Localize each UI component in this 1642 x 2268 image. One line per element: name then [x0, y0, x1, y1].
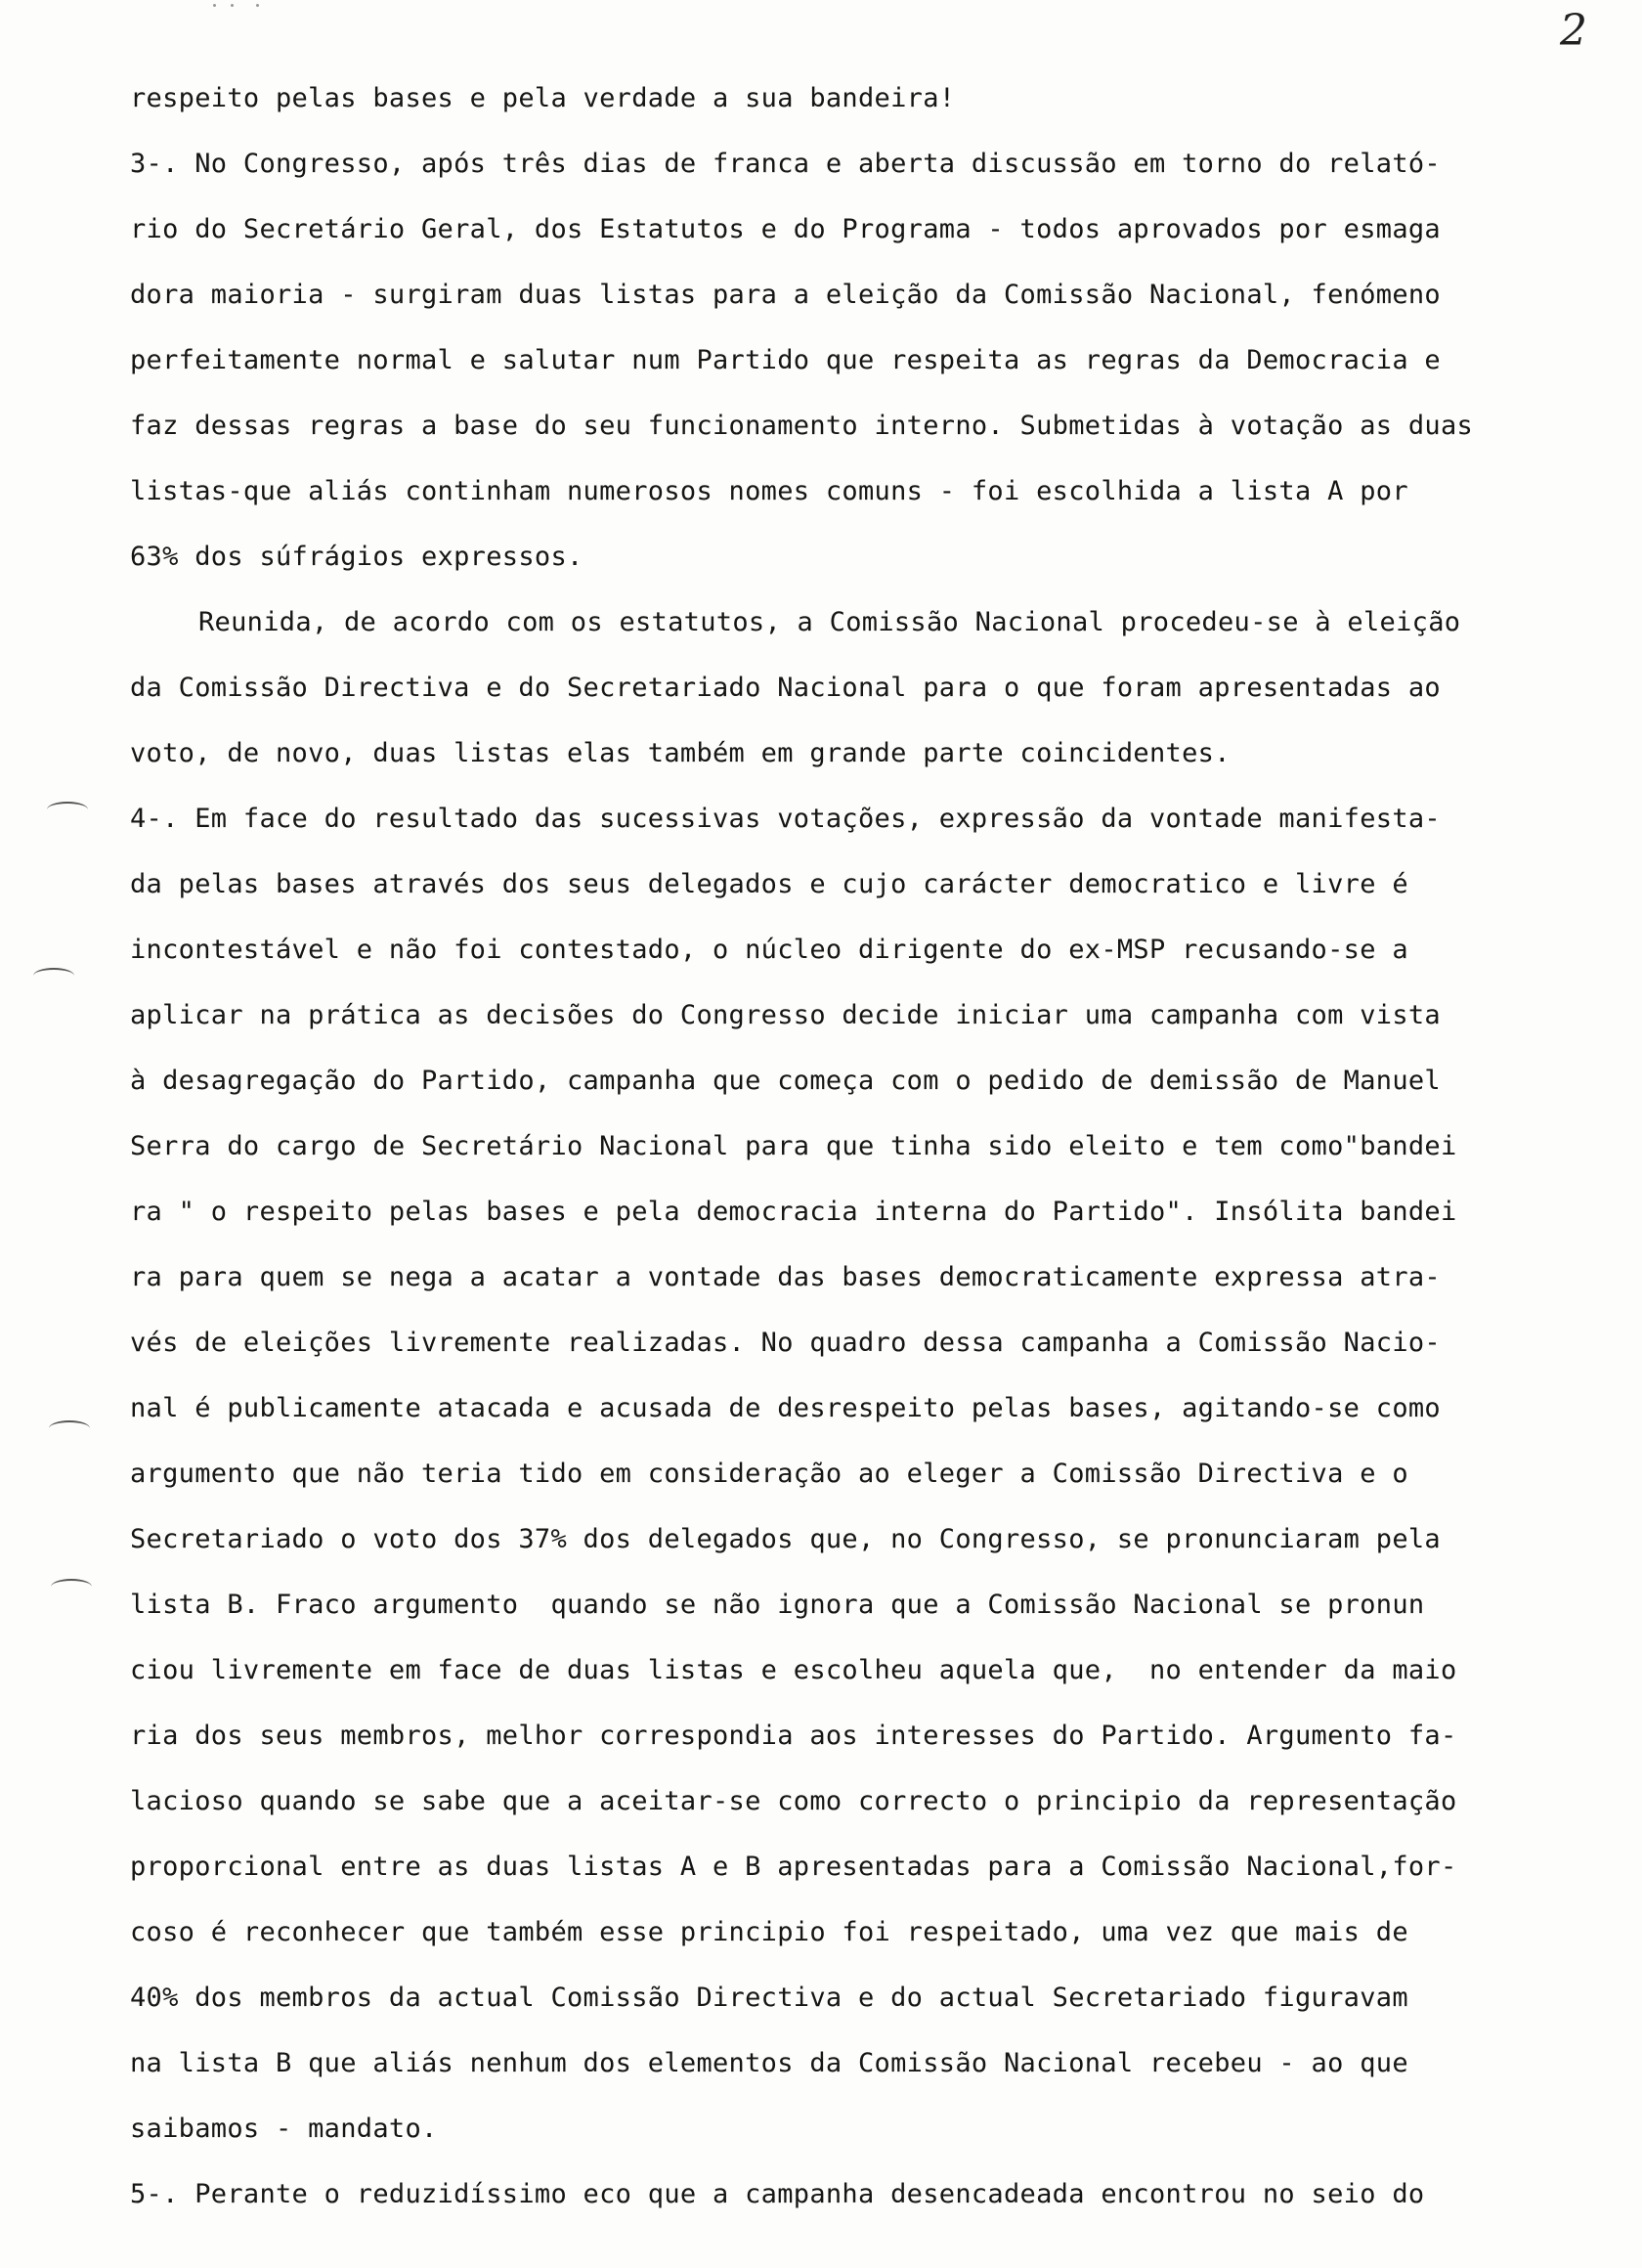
text-line: ra " o respeito pelas bases e pela democracia interna do Partido". Insólita bandei — [130, 1197, 1457, 1227]
text-line: ria dos seus membros, melhor correspondia aos interesses do Partido. Argumento fa- — [130, 1721, 1457, 1751]
page-number: 2 — [1560, 6, 1587, 56]
text-line: listas-que aliás continham numerosos nomes comuns - foi escolhida a lista A por — [130, 476, 1408, 506]
text-line: 5-. Perante o reduzidíssimo eco que a campanha desencadeada encontrou no seio do — [130, 2179, 1425, 2209]
text-line: argumento que não teria tido em consideração ao eleger a Comissão Directiva e o — [130, 1459, 1408, 1489]
text-line: nal é publicamente atacada e acusada de desrespeito pelas bases, agitando-se como — [130, 1393, 1441, 1423]
text-line: coso é reconhecer que também esse principio foi respeitado, uma vez que mais de — [130, 1917, 1408, 1947]
text-line: lista B. Fraco argumento quando se não ignora que a Comissão Nacional se pronun — [130, 1590, 1425, 1620]
text-line: incontestável e não foi contestado, o núcleo dirigente do ex-MSP recusando-se a — [130, 935, 1408, 965]
margin-pencil-mark — [47, 802, 88, 817]
text-line: à desagregação do Partido, campanha que começa com o pedido de demissão de Manuel — [130, 1066, 1441, 1096]
text-line: lacioso quando se sabe que a aceitar-se como correcto o principio da representação — [130, 1786, 1457, 1816]
text-line: dora maioria - surgiram duas listas para a eleição da Comissão Nacional, fenómeno — [130, 280, 1441, 310]
text-line: ciou livremente em face de duas listas e escolheu aquela que, no entender da maio — [130, 1655, 1457, 1685]
text-line: faz dessas regras a base do seu funcionamento interno. Submetidas à votação as duas — [130, 411, 1474, 441]
text-line: rio do Secretário Geral, dos Estatutos e do Programa - todos aprovados por esmaga — [130, 214, 1441, 244]
margin-pencil-mark — [51, 1579, 92, 1594]
text-line: na lista B que aliás nenhum dos elementos da Comissão Nacional recebeu - ao que — [130, 2048, 1408, 2078]
text-line: perfeitamente normal e salutar num Partido que respeita as regras da Democracia e — [130, 345, 1441, 375]
text-line: Secretariado o voto dos 37% dos delegados que, no Congresso, se pronunciaram pela — [130, 1524, 1441, 1554]
text-line: 4-. Em face do resultado das sucessivas votações, expressão da vontade manifesta- — [130, 804, 1441, 834]
text-line: da Comissão Directiva e do Secretariado Nacional para o que foram apresentadas ao — [130, 673, 1441, 703]
text-line: 63% dos súfrágios expressos. — [130, 542, 583, 572]
paper-speck — [256, 4, 259, 7]
text-line: respeito pelas bases e pela verdade a sua bandeira! — [130, 83, 956, 113]
paper-speck — [231, 4, 234, 7]
text-line: proporcional entre as duas listas A e B apresentadas para a Comissão Nacional,for- — [130, 1852, 1457, 1882]
text-line: aplicar na prática as decisões do Congresso decide iniciar uma campanha com vista — [130, 1000, 1441, 1030]
paper-speck — [213, 4, 216, 7]
text-line: vés de eleições livremente realizadas. No quadro dessa campanha a Comissão Nacio- — [130, 1328, 1441, 1358]
text-line: voto, de novo, duas listas elas também em grande parte coincidentes. — [130, 738, 1231, 768]
text-line: 40% dos membros da actual Comissão Directiva e do actual Secretariado figuravam — [130, 1983, 1408, 2013]
margin-pencil-mark — [49, 1420, 90, 1436]
text-line: da pelas bases através dos seus delegados e cujo carácter democratico e livre é — [130, 869, 1408, 899]
text-line: Serra do cargo de Secretário Nacional para que tinha sido eleito e tem como"bandei — [130, 1131, 1457, 1161]
text-line: Reunida, de acordo com os estatutos, a Comissão Nacional procedeu-se à eleição — [198, 607, 1461, 637]
text-line: 3-. No Congresso, após três dias de franca e aberta discussão em torno do relató- — [130, 149, 1441, 179]
text-line: saibamos - mandato. — [130, 2114, 438, 2144]
text-line: ra para quem se nega a acatar a vontade das bases democraticamente expressa atra- — [130, 1262, 1441, 1292]
margin-pencil-mark — [33, 968, 74, 983]
